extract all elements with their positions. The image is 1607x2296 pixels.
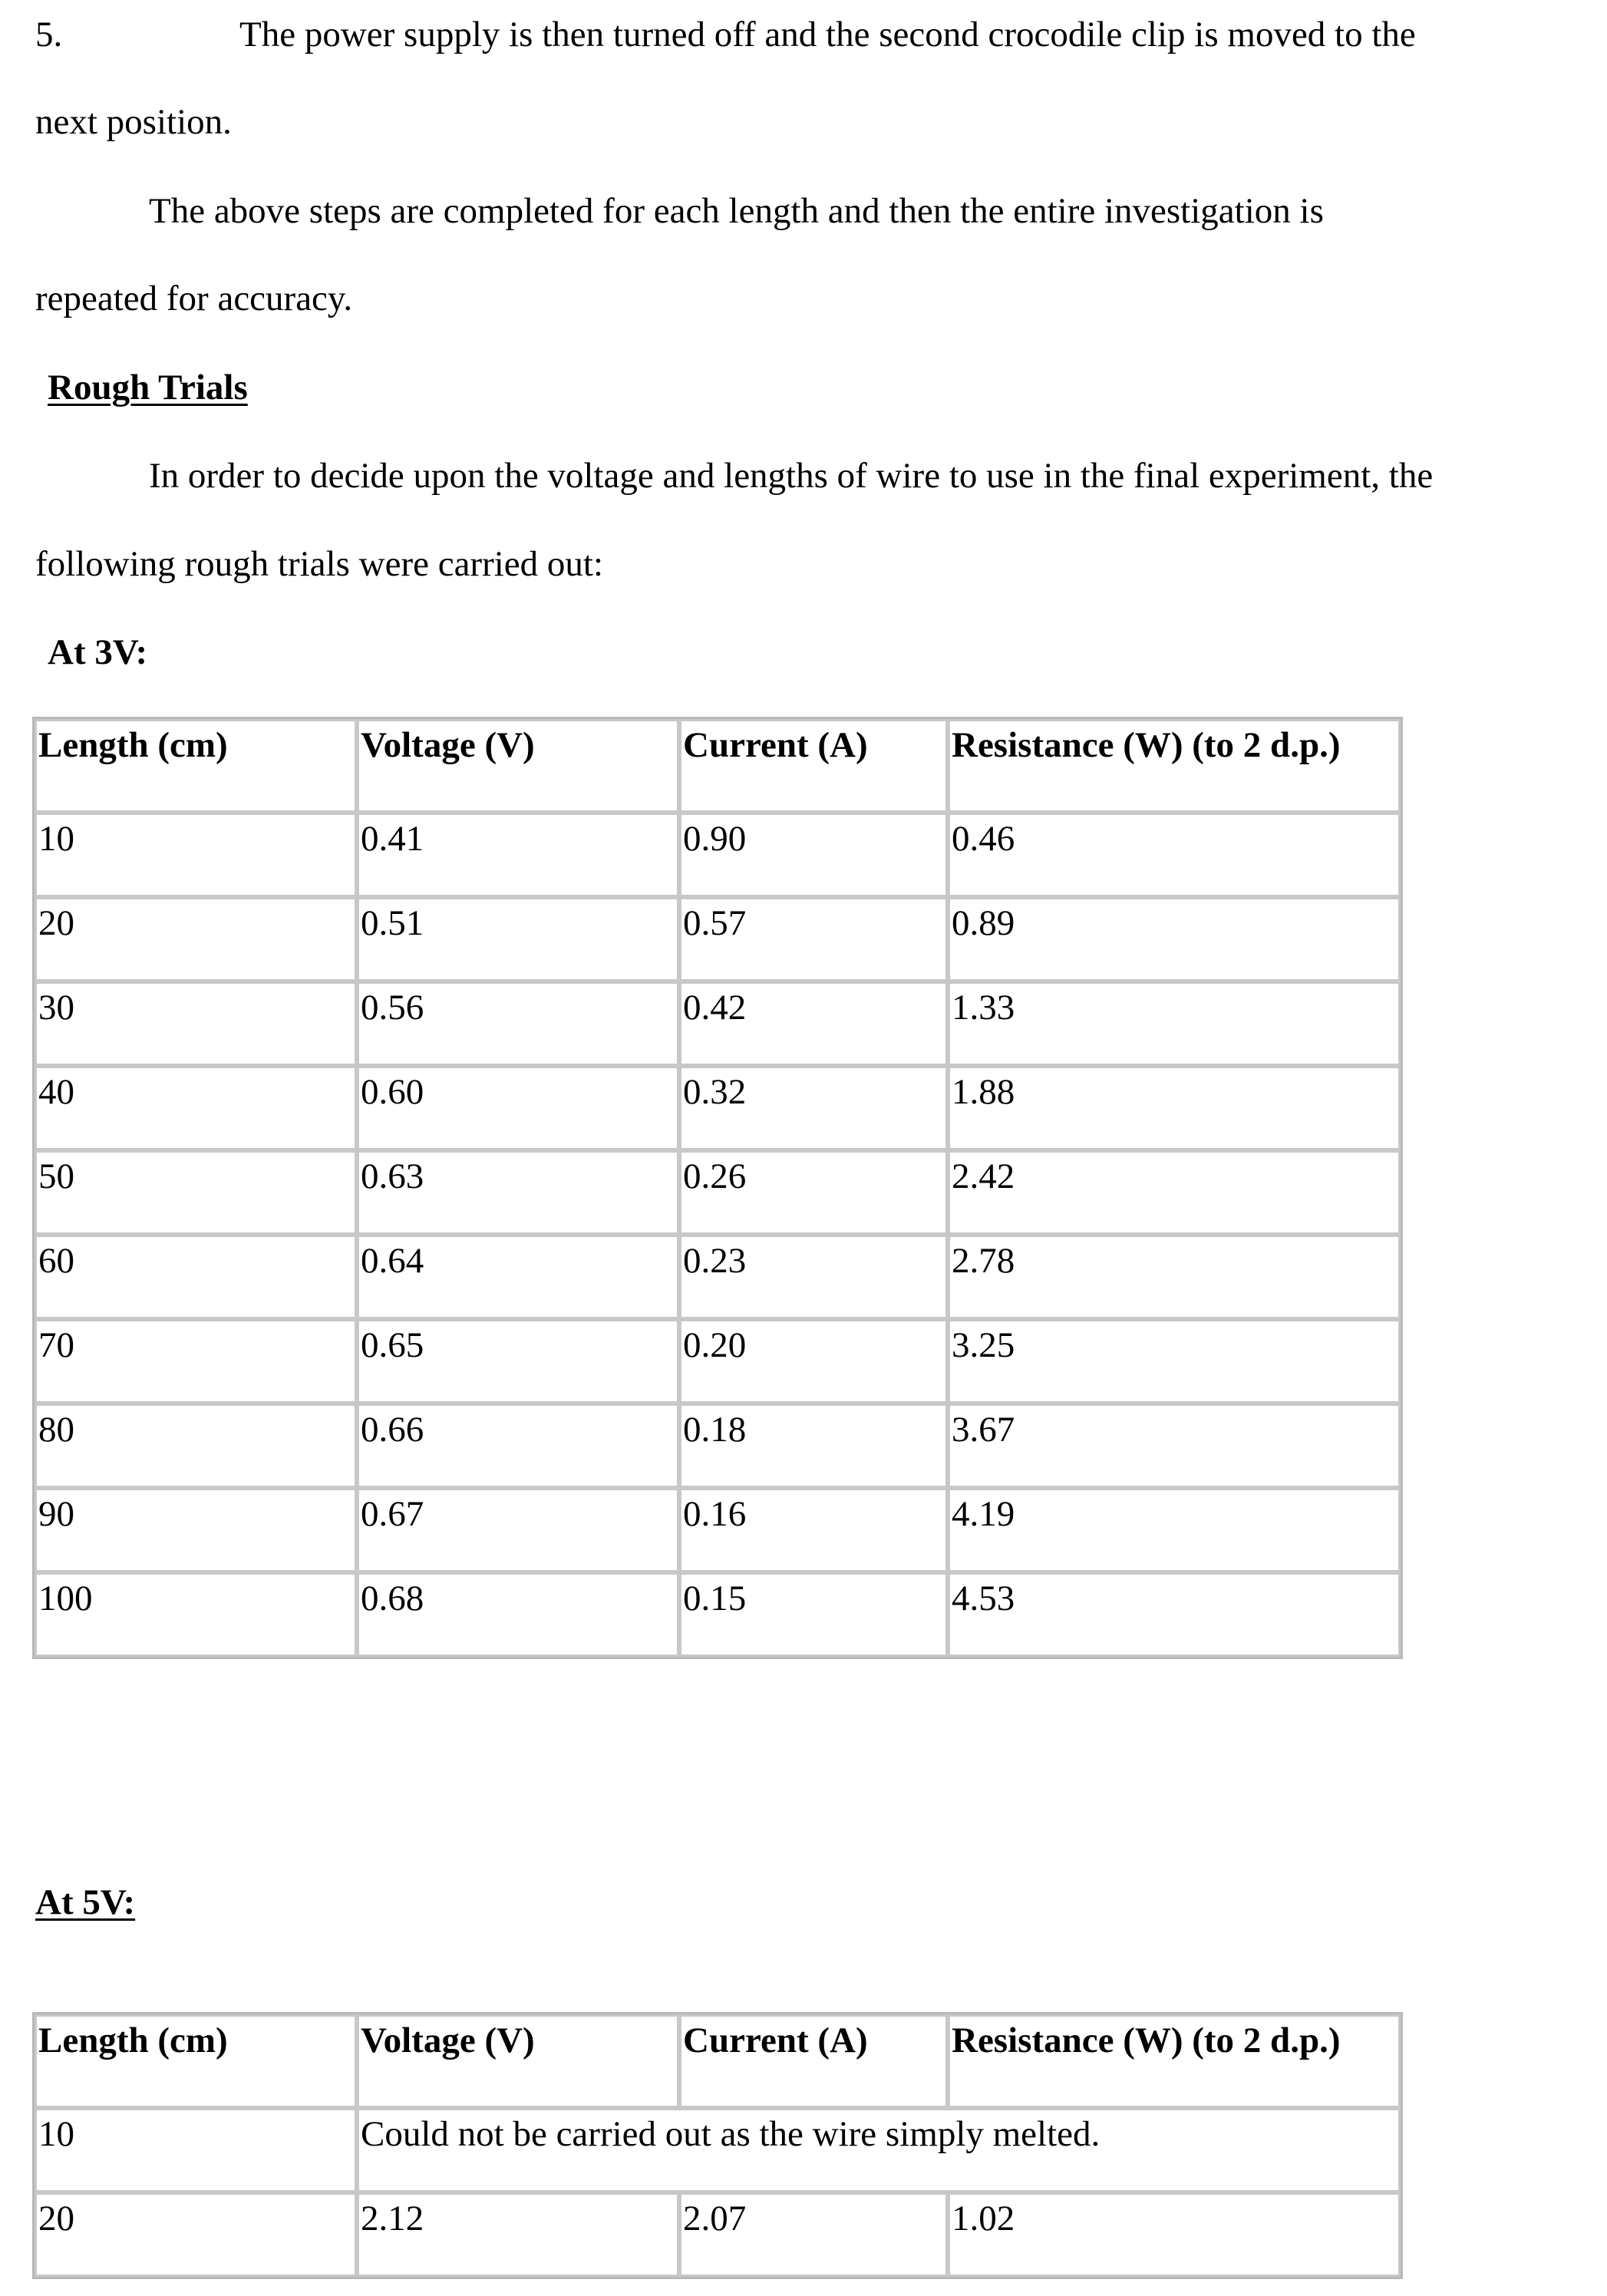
cell-resistance: 0.46 (948, 813, 1401, 897)
cell-current: 0.90 (679, 813, 948, 897)
cell-resistance: 1.33 (948, 981, 1401, 1066)
cell-current: 0.32 (679, 1066, 948, 1150)
table-row (35, 1404, 1401, 1488)
cell-length: 70 (35, 1319, 357, 1404)
header-voltage: Voltage (V) (357, 2014, 679, 2108)
cell-note-melted: Could not be carried out as the wire simply melted. (357, 2108, 1401, 2192)
header-current: Current (A) (679, 2014, 948, 2108)
header-length: Length (cm) (35, 719, 357, 813)
cell-length: 40 (35, 1066, 357, 1150)
table-row (35, 897, 1401, 981)
cell-voltage: 0.65 (357, 1319, 679, 1404)
header-length: Length (cm) (35, 2014, 357, 2108)
cell-length: 10 (35, 813, 357, 897)
cell-voltage: 0.41 (357, 813, 679, 897)
cell-length: 90 (35, 1488, 357, 1572)
cell-resistance: 3.67 (948, 1404, 1401, 1488)
cell-voltage: 0.68 (357, 1572, 679, 1657)
table-row (35, 1572, 1401, 1657)
header-voltage: Voltage (V) (357, 719, 679, 813)
cell-resistance: 0.89 (948, 897, 1401, 981)
cell-voltage: 0.67 (357, 1488, 679, 1572)
cell-current: 0.26 (679, 1150, 948, 1235)
cell-length: 60 (35, 1235, 357, 1319)
step-5-text-line1: The power supply is then turned off and the second crocodile clip is moved to the (239, 15, 1416, 54)
step-5-number: 5. (35, 15, 63, 54)
cell-current: 0.57 (679, 897, 948, 981)
table-row (35, 1150, 1401, 1235)
cell-length: 20 (35, 897, 357, 981)
cell-voltage: 0.60 (357, 1066, 679, 1150)
cell-voltage: 0.63 (357, 1150, 679, 1235)
results-table-5v (32, 2012, 1403, 2279)
results-table-3v (32, 717, 1403, 1659)
table-row (35, 813, 1401, 897)
cell-current: 0.16 (679, 1488, 948, 1572)
cell-length: 20 (35, 2192, 357, 2277)
cell-resistance: 2.78 (948, 1235, 1401, 1319)
cell-length: 30 (35, 981, 357, 1066)
cell-resistance: 2.42 (948, 1150, 1401, 1235)
table-header-row (35, 719, 1401, 813)
cell-current: 0.18 (679, 1404, 948, 1488)
cell-resistance: 1.02 (948, 2192, 1401, 2277)
table-row (35, 2192, 1401, 2277)
cell-current: 0.20 (679, 1319, 948, 1404)
cell-length: 10 (35, 2108, 357, 2192)
cell-voltage: 2.12 (357, 2192, 679, 2277)
cell-voltage: 0.66 (357, 1404, 679, 1488)
cell-length: 100 (35, 1572, 357, 1657)
header-resistance: Resistance (W) (to 2 d.p.) (948, 2014, 1401, 2108)
header-resistance: Resistance (W) (to 2 d.p.) (948, 719, 1401, 813)
table-row (35, 1066, 1401, 1150)
table-header-row (35, 2014, 1401, 2108)
cell-voltage: 0.56 (357, 981, 679, 1066)
table-row (35, 2108, 1401, 2192)
cell-resistance: 3.25 (948, 1319, 1401, 1404)
cell-resistance: 1.88 (948, 1066, 1401, 1150)
cell-current: 2.07 (679, 2192, 948, 2277)
cell-voltage: 0.64 (357, 1235, 679, 1319)
at-3v-heading: At 3V: (48, 632, 148, 672)
header-current: Current (A) (679, 719, 948, 813)
table-row (35, 1488, 1401, 1572)
repeat-text-line2: repeated for accuracy. (35, 279, 353, 318)
rough-trials-intro-line1: In order to decide upon the voltage and lengths of wire to use in the final experiment, the (149, 456, 1434, 496)
table-row (35, 1235, 1401, 1319)
cell-current: 0.15 (679, 1572, 948, 1657)
at-5v-heading: At 5V: (35, 1882, 136, 1922)
rough-trials-intro-line2: following rough trials were carried out: (35, 544, 604, 584)
cell-length: 80 (35, 1404, 357, 1488)
cell-resistance: 4.19 (948, 1488, 1401, 1572)
repeat-text-line1: The above steps are completed for each length and then the entire investigation is (149, 191, 1324, 231)
cell-voltage: 0.51 (357, 897, 679, 981)
cell-length: 50 (35, 1150, 357, 1235)
table-row (35, 981, 1401, 1066)
table-row (35, 1319, 1401, 1404)
cell-current: 0.42 (679, 981, 948, 1066)
cell-resistance: 4.53 (948, 1572, 1401, 1657)
step-5-text-line2: next position. (35, 102, 232, 142)
rough-trials-heading: Rough Trials (48, 368, 248, 407)
cell-current: 0.23 (679, 1235, 948, 1319)
